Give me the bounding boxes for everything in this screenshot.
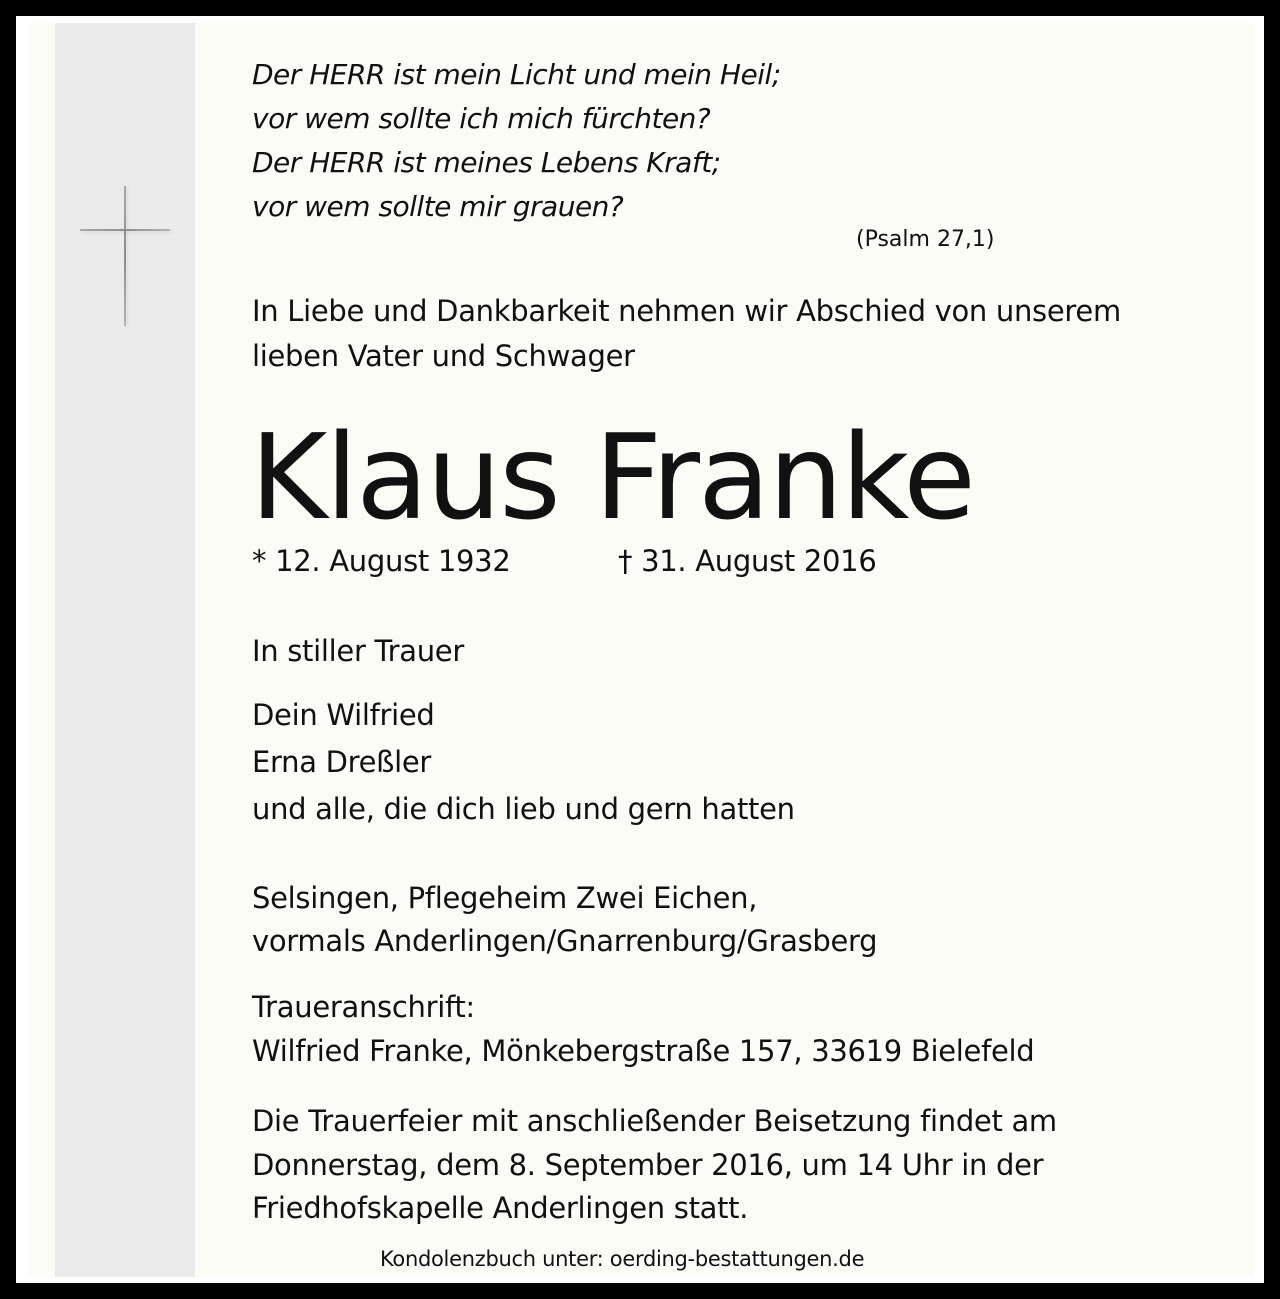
- obituary-notice: [28, 23, 1254, 1277]
- intro-line: lieben Vater und Schwager: [252, 339, 635, 373]
- mourner-name: Erna Dreßler: [252, 745, 432, 779]
- psalm-line: vor wem sollte ich mich fürchten?: [252, 102, 711, 135]
- address-value: Wilfried Franke, Mönkebergstraße 157, 33619 Bielefeld: [252, 1034, 1035, 1068]
- ceremony-line: Donnerstag, dem 8. September 2016, um 14 Uhr in der: [252, 1148, 1044, 1182]
- psalm-line: Der HERR ist mein Licht und mein Heil;: [252, 58, 781, 91]
- intro-line: In Liebe und Dankbarkeit nehmen wir Abschied von unserem: [252, 294, 1121, 328]
- ceremony-line: Friedhofskapelle Anderlingen statt.: [252, 1191, 749, 1225]
- psalm-line: vor wem sollte mir grauen?: [252, 190, 624, 223]
- location-line: Selsingen, Pflegeheim Zwei Eichen,: [252, 881, 758, 915]
- deceased-name: Klaus Franke: [250, 408, 974, 546]
- mourner-name: und alle, die dich lieb und gern hatten: [252, 792, 795, 826]
- condolence-link[interactable]: Kondolenzbuch unter: oerding-bestattungen.de: [380, 1247, 865, 1271]
- address-label: Traueranschrift:: [252, 990, 475, 1024]
- birth-date: * 12. August 1932: [252, 544, 511, 578]
- inner-frame: [14, 14, 1266, 1285]
- mourner-name: Dein Wilfried: [252, 698, 435, 732]
- death-date: † 31. August 2016: [618, 544, 877, 578]
- psalm-line: Der HERR ist meines Lebens Kraft;: [252, 146, 721, 179]
- psalm-reference: (Psalm 27,1): [856, 227, 995, 252]
- location-line: vormals Anderlingen/Gnarrenburg/Grasberg: [252, 924, 878, 958]
- ceremony-line: Die Trauerfeier mit anschließender Beisetzung findet am: [252, 1104, 1057, 1138]
- mourners-heading: In stiller Trauer: [252, 634, 464, 668]
